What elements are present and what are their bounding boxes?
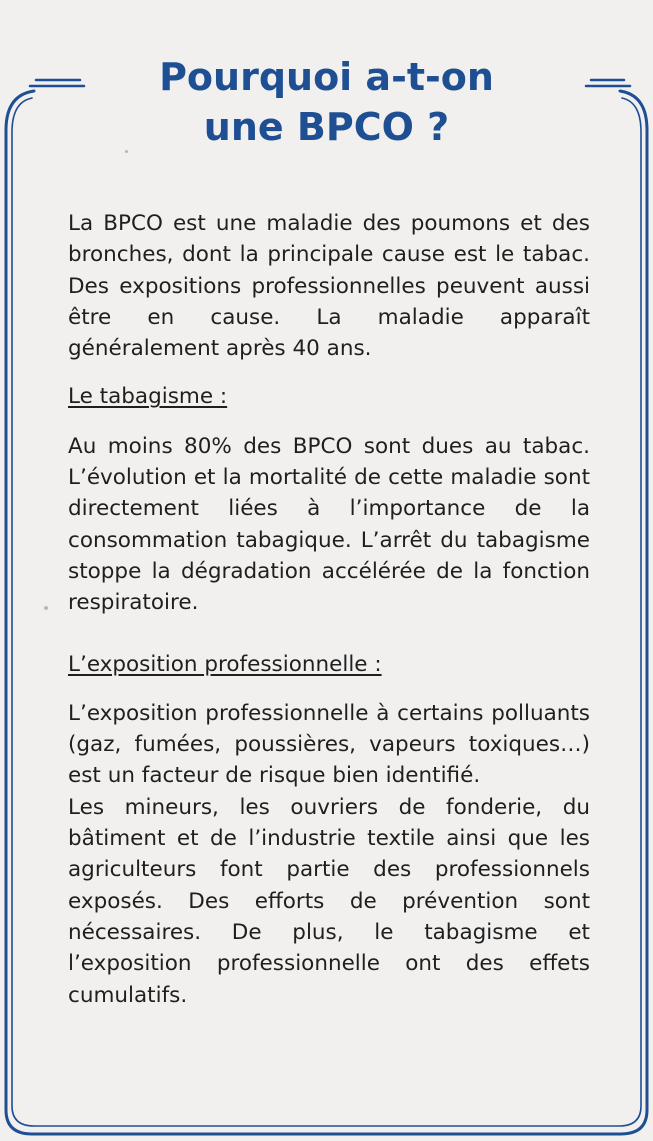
- intro-paragraph: La BPCO est une maladie des poumons et des bronches, dont la principale cause est le tabac. Des expositions professionnelles peuvent aussi être en cause. La maladie apparaît généralement après 40 ans.: [68, 211, 590, 362]
- tabagisme-paragraph: Au moins 80% des BPCO sont dues au tabac. L’évolution et la mortalité de cette maladie sont directement liées à l’importance de la consommation tabagique. L’arrêt du tabagisme stoppe la dégradation accélérée de la fonction respiratoire.: [68, 433, 590, 616]
- speck: [44, 606, 48, 610]
- title-line-2: une BPCO ?: [203, 105, 450, 149]
- title-line-1: Pourquoi a-t-on: [159, 55, 494, 99]
- section-heading-exposition: L’exposition professionnelle :: [68, 651, 382, 677]
- section-heading-tabagisme: Le tabagisme :: [68, 384, 228, 410]
- exposition-paragraph-1: L’exposition professionnelle à certains polluants (gaz, fumées, poussières, vapeurs toxiques…) est un facteur de risque bien identifié.: [68, 700, 590, 789]
- body-text: [68, 208, 590, 1011]
- exposition-paragraph-2: Les mineurs, les ouvriers de fonderie, du bâtiment et de l’industrie textile ainsi que les agriculteurs font partie des professionnels exposés. Des efforts de prévention sont nécessaires. De plus, le tabagisme et l’exposition professionnelle ont des effets cumulatifs.: [68, 794, 590, 1008]
- page-title: [100, 52, 553, 152]
